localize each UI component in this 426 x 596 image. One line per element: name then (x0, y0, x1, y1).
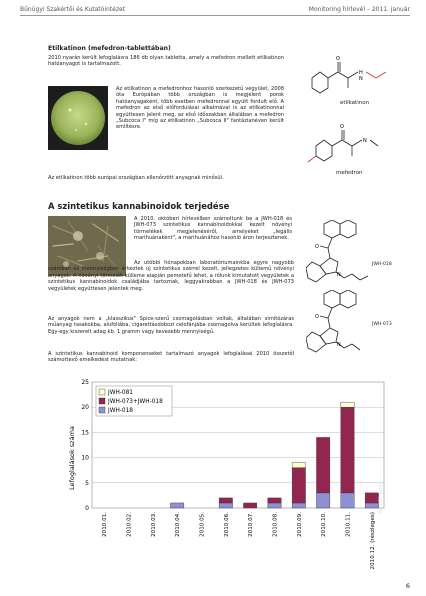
bar-segment (268, 503, 281, 508)
svg-text:N: N (337, 342, 341, 348)
svg-text:O: O (336, 56, 340, 62)
x-tick-label: 2010.10. (321, 512, 328, 537)
paragraph: Az utóbbi hónapokban laboratóriumainkba egyre nagyobb számban és mennyiségben érkeztek új szintetikus szerrel kezelt, jellegzetes küllemű növényi anyagok. A növényi törmelék külleme alapján pemetefű lehet, a rólunk kimutatott vegyületek a szintetikus kannabinoidok családjába tartoznak, leggyakrabban a JWH-018 és JWH-073 vegyületek együttesen jelentek meg. (48, 260, 294, 292)
molecule-label: JWH-018 (372, 262, 392, 267)
bar-segment (341, 493, 354, 508)
bar-segment (292, 468, 305, 503)
header-newsletter: Monitoring hírlevél – 2011. január (308, 6, 410, 13)
jwh-073-structure (306, 290, 376, 368)
svg-text:O: O (315, 314, 319, 320)
y-tick-label: 0 (85, 505, 89, 512)
x-tick-label: 2010.02. (126, 512, 133, 537)
y-tick-label: 10 (81, 454, 89, 462)
x-tick-label: 2010.06. (223, 512, 230, 537)
bar-segment (170, 503, 183, 508)
paragraph: A 2010. októberi hírlevélben számoltunk be a JWH-018 és JWH-073 szintetikus kannabinoidokkal kezelt növényi törmelékek megjelenéséről, amelyeket „legális marihuánaként", a marihuánához hasonló áron terjesztenek. (134, 216, 292, 242)
etilkatinon-structure (304, 50, 394, 98)
bar-segment (243, 503, 256, 508)
y-tick-label: 25 (81, 379, 89, 386)
x-tick-label: 2010.07. (248, 512, 255, 537)
seizures-bar-chart (64, 378, 394, 570)
svg-text:N: N (363, 138, 367, 144)
legend-label: JWH-081 (108, 390, 133, 396)
chart-watermark: becsült érték (378, 481, 384, 515)
paragraph: 2010 nyarán került lefoglalásra 186 db olyan tabletta, amely a mefedron mellett etilkatinon hatóanyagot is tartalmazott. (48, 55, 284, 68)
x-tick-label: 2010.11. (345, 512, 352, 537)
legend-label: JWH-073+JWH-018 (108, 399, 163, 405)
header-institute: Bűnügyi Szakértői és Kutatóintézet (20, 6, 126, 13)
molecule-label: mefedron (336, 170, 363, 176)
x-tick-label: 2010.05. (199, 512, 206, 537)
x-tick-label: 2010.03. (150, 512, 157, 537)
legend-swatch (99, 389, 105, 395)
bar-segment (292, 503, 305, 508)
mefedron-structure (302, 122, 392, 172)
x-tick-label: 2010.08. (272, 512, 279, 537)
svg-text:O: O (315, 244, 319, 250)
bar-segment (268, 498, 281, 503)
bar-segment (341, 407, 354, 493)
bar-segment (365, 493, 378, 503)
x-tick-label: 2010.01. (102, 512, 109, 537)
bar-segment (219, 498, 232, 503)
svg-text:H: H (359, 70, 363, 76)
tablet-photo (48, 86, 108, 150)
bar-segment (316, 437, 329, 492)
section-title: A szintetikus kannabinoidok terjedése (48, 201, 230, 211)
jwh-018-structure (306, 220, 376, 300)
y-tick-label: 15 (81, 429, 89, 437)
bar-segment (292, 463, 305, 468)
paragraph: Az anyagok nem a „klasszikus" Spice-szerű csomagolásban voltak, általában simítózáras műanyag tasakokba, alufóliába, cigarettásdobozi celofánjába csomagolva kerültek lefoglalásra. Egy-egy kiszerelt adag kb. 1 gramm vagy kevesebb mennyiségű. (48, 316, 294, 335)
bar-segment (341, 402, 354, 407)
y-axis-label: Lefoglalások száma (68, 426, 76, 490)
page-header (20, 6, 410, 16)
bar-segment (365, 503, 378, 508)
svg-text:N: N (337, 272, 341, 278)
legend-swatch (99, 398, 105, 404)
paragraph: A szintetikus kannabinoid komponenseket tartalmazó anyagok lefoglalásai 2010 összetől számottevő emelkedést mutatnak: (48, 351, 294, 364)
paragraph: Az etilkatinon a mefedronhoz hasonló szerkezetű vegyület, 2008 óta Európában több országban is megjelent porok hatóanyagaként, több esetben mefedronnal együtt fordult elő. A mefedron az első előfordulásai alkalmával is az etilkatinonnal együttesen jelent meg, az első időszakban általában a mefedron „Subcoca I" míg az etilkatinon „Subcoca II" fantázianéven került említésre. (116, 86, 284, 131)
molecule-label: JWH-073 (372, 322, 392, 327)
legend-swatch (99, 407, 105, 413)
bar-segment (219, 503, 232, 508)
svg-text:N: N (359, 76, 363, 82)
y-tick-label: 20 (81, 404, 89, 412)
molecule-label: etilkatinon (340, 100, 370, 106)
paragraph: Az etilkatinon több európai országban ellenőrzött anyagnak minősül. (48, 175, 224, 181)
section-subtitle: Etilkatinon (mefedron-tablettában) (48, 45, 171, 52)
x-tick-label: 2010.12. (részleges) (369, 512, 376, 570)
x-tick-label: 2010.09. (296, 512, 303, 537)
bar-segment (316, 493, 329, 508)
legend-label: JWH-018 (108, 408, 133, 414)
svg-text:O: O (340, 124, 344, 130)
page-number: 6 (405, 582, 410, 590)
x-tick-label: 2010.04. (175, 512, 182, 537)
y-tick-label: 5 (85, 479, 89, 487)
